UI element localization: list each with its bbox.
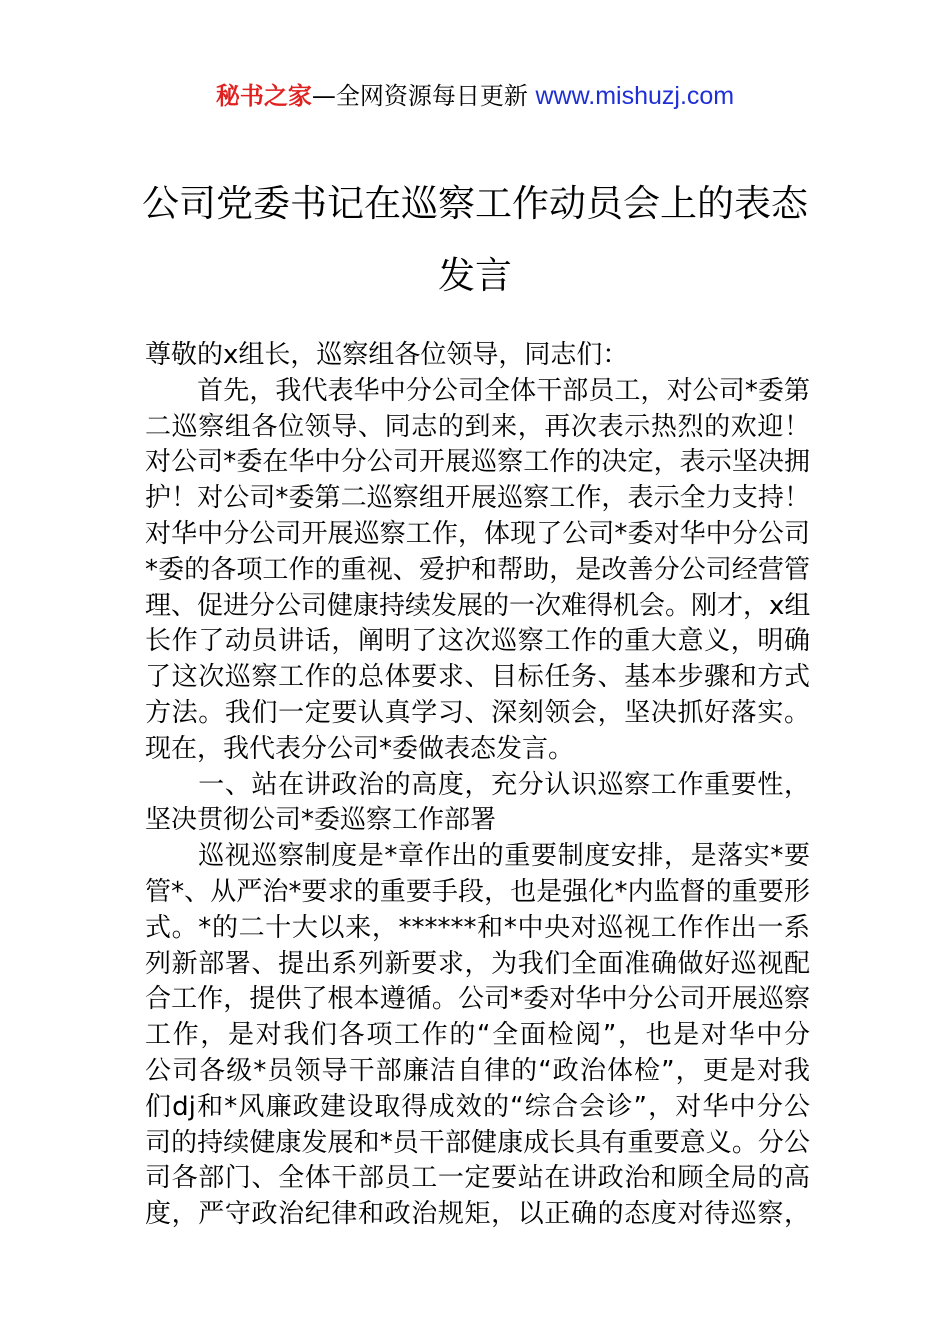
body-line: 长作了动员讲话，阐明了这次巡察工作的重大意义，明确 bbox=[145, 626, 810, 657]
section-heading-line: 坚决贯彻公司*委巡察工作部署 bbox=[145, 805, 497, 836]
body-line: 现在，我代表分公司*委做表态发言。 bbox=[145, 733, 575, 764]
body-line: 式。*的二十大以来，******和*中央对巡视工作作出一系 bbox=[145, 912, 810, 943]
body-line: 度，严守政治纪律和政治规矩，以正确的态度对待巡察， bbox=[145, 1199, 810, 1230]
body-line: 方法。我们一定要认真学习、深刻领会，坚决抓好落实。 bbox=[145, 697, 810, 728]
body-line: *委的各项工作的重视、爱护和帮助，是改善分公司经营管 bbox=[145, 554, 810, 585]
body-line: 工作，是对我们各项工作的“全面检阅”，也是对华中分 bbox=[145, 1020, 810, 1051]
body-line: 理、促进分公司健康持续发展的一次难得机会。刚才，x组 bbox=[145, 590, 811, 621]
body-line: 护！对公司*委第二巡察组开展巡察工作，表示全力支持！ bbox=[145, 483, 810, 514]
body-line: 管*、从严治*要求的重要手段，也是强化*内监督的重要形 bbox=[145, 876, 810, 907]
body-line: 司的持续健康发展和*员干部健康成长具有重要意义。分公 bbox=[145, 1127, 810, 1158]
body-line: 对华中分公司开展巡察工作，体现了公司*委对华中分公司 bbox=[145, 518, 810, 549]
body-line: 列新部署、提出系列新要求，为我们全面准确做好巡视配 bbox=[145, 948, 810, 979]
body-line: 公司各级*员领导干部廉洁自律的“政治体检”，更是对我 bbox=[145, 1055, 810, 1086]
body-line: 尊敬的x组长，巡察组各位领导，同志们： bbox=[145, 340, 629, 370]
body-line: 首先，我代表华中分公司全体干部员工，对公司*委第 bbox=[145, 375, 810, 406]
body-line: 二巡察组各位领导、同志的到来，再次表示热烈的欢迎！ bbox=[145, 411, 810, 442]
site-header bbox=[0, 78, 950, 114]
document-title-line-1: 公司党委书记在巡察工作动员会上的表态 bbox=[142, 182, 808, 225]
body-line: 巡视巡察制度是*章作出的重要制度安排，是落实*要 bbox=[145, 841, 810, 872]
document-body bbox=[145, 338, 810, 1233]
body-line: 司各部门、全体干部员工一定要站在讲政治和顾全局的高 bbox=[145, 1163, 810, 1194]
site-url-link[interactable]: www.mishuzj.com bbox=[535, 82, 735, 110]
site-brand: 秘书之家 bbox=[215, 82, 312, 110]
body-line: 合工作，提供了根本遵循。公司*委对华中分公司开展巡察 bbox=[145, 984, 810, 1015]
site-tagline: —全网资源每日更新 bbox=[311, 82, 528, 110]
body-line: 了这次巡察工作的总体要求、目标任务、基本步骤和方式 bbox=[145, 662, 810, 693]
body-line: 对公司*委在华中分公司开展巡察工作的决定，表示坚决拥 bbox=[145, 447, 810, 478]
section-heading-line: 一、站在讲政治的高度，充分认识巡察工作重要性， bbox=[145, 769, 810, 800]
body-line: 们dj和*风廉政建设取得成效的“综合会诊”，对华中分公 bbox=[145, 1091, 810, 1122]
document-title-line-2: 发言 bbox=[438, 254, 512, 297]
